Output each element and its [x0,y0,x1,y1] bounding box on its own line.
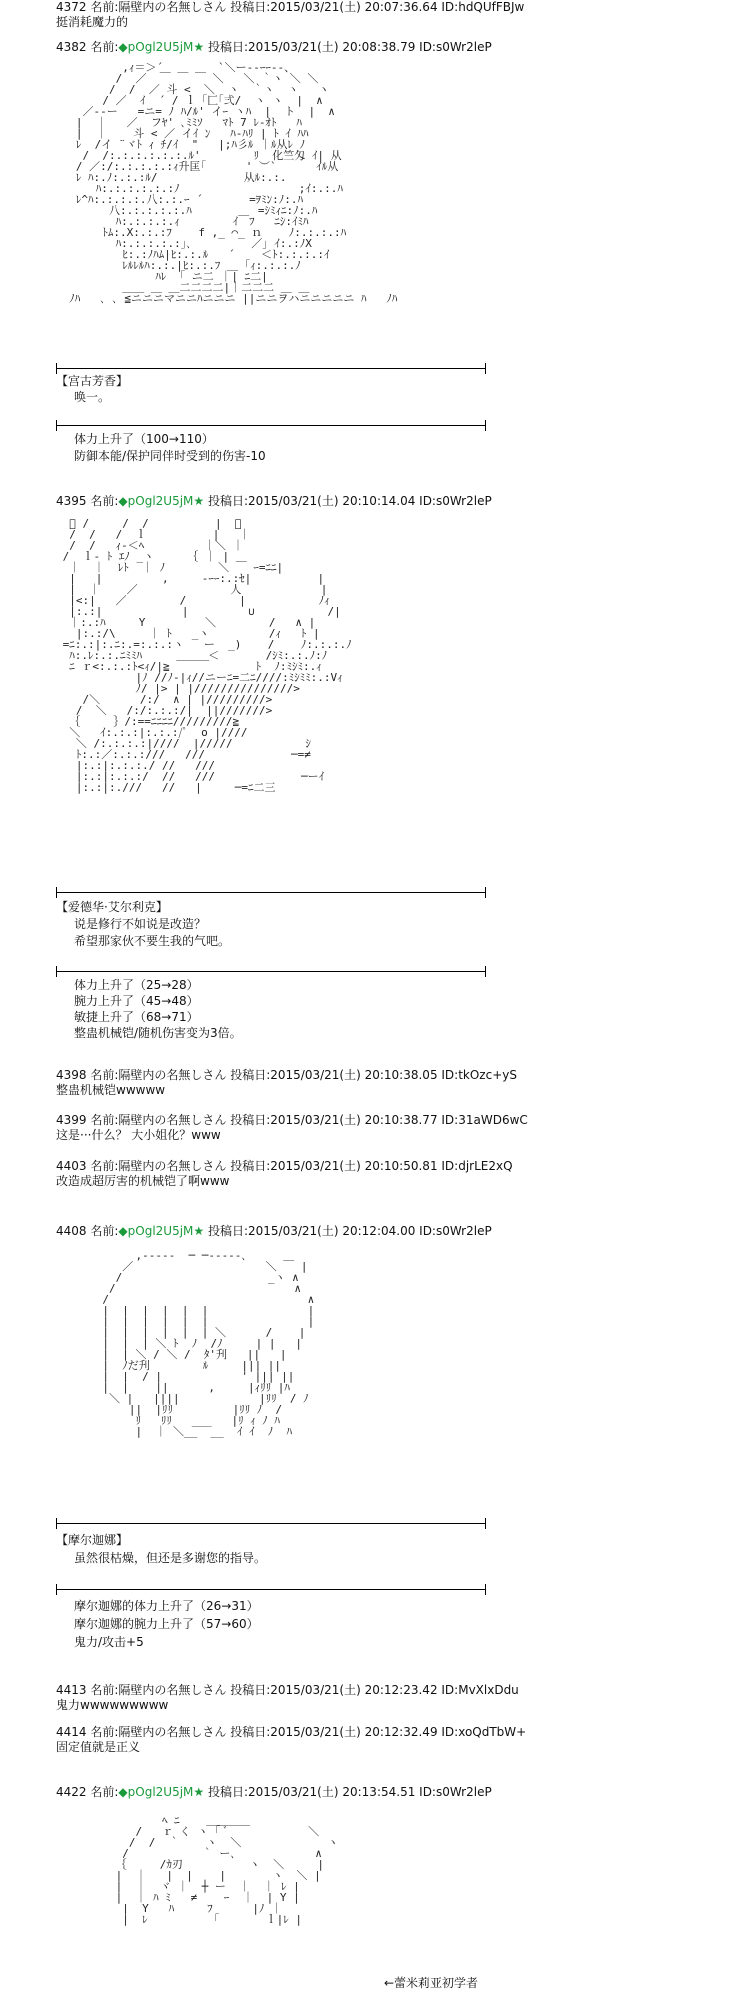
post-meta: 投稿日:2015/03/21(土) 20:10:14.04 ID:s0Wr2leP [204,494,492,508]
post-4422 [56,1785,492,1800]
post-text: 整蛊机械铠wwwww [56,1083,166,1097]
post-header: 4413 名前:隔壁内の名無しさん 投稿日:2015/03/21(土) 20:12:23.42 ID:MvXlxDdu [56,1683,519,1697]
speaker-name: 【摩尔迦娜】 [56,1533,129,1547]
post-number: 4395 名前: [56,494,119,508]
post-header: 4372 名前:隔壁内の名無しさん 投稿日:2015/03/21(土) 20:07:36.64 ID:hdQUfFBJw [56,0,525,14]
post-meta: 投稿日:2015/03/21(土) 20:13:54.51 ID:s0Wr2leP [204,1785,492,1799]
stat-line: 体力上升了（100→110） [74,432,214,446]
post-header [56,1785,492,1800]
post-text: 挺消耗魔力的 [56,15,129,29]
post-4399 [56,1113,528,1143]
ascii-art-edward: ﾞ / / / | ＼ / / / ｌ | ｜ / / ｨ-＜ﾍ ｜＼ ｜ / ｌ- ﾄ ｴﾉ _ヽ ｛ ｜ | ｜ ｜ ﾚﾄ ｜ ﾉ ＼ ￣ ｰ=ﾆﾆ| | | , -ｰｰ:.:ｾ| | | ｜ ／ 人 | |<:| ／ / | ﾉｨ |:.:| | ∪ /| ｜:.:ﾊ Y ＼ / ∧ | |:.:/\ ｜ ﾄ _ヽ /ｨ ﾄ | =ﾆ:.:|:.ﾆ:.=:.:.:ヽ ー _) / ﾉ:.:.:.ﾉ ﾊ:.ﾚ:.:.ﾆﾐﾐﾊ ＜ /ｼﾐ:.:.ﾉ:ﾉ ﾆ ｒ<:.:.:ﾄ<ｨ/|≧ ￣￣￣ ﾄ ﾉ:ﾐｼﾐ:.ｨ |ﾉ //ﾉ-|ｨ//ニーﾆ=二ﾆ////:ﾐｼﾐﾐ:.:Vｨ ﾉ/ |> | |///////////////> /＼ /:/ ∧ | |/////////> / ＼ /:/:.:.:/| ||///////> ｛ ｝/:==ﾆﾆﾆﾆ/////////≧ ＼ ｲ:.:.:|:.:.:/ﾟ o |//// ＼ /:.:.:.:|//// |///// ｼ ﾄ:.:／:.:.:/// /// ─=≠ |:.:|:.:.:./ // /// |:.:|:.:.:/ // /// ─ーｲ |:.:|:./// // | ─=ﾆ二三 [62,518,352,794]
author-trip[interactable]: ◆pOgl2U5jM★ [118,40,205,54]
post-header: 4414 名前:隔壁内の名無しさん 投稿日:2015/03/21(土) 20:12:32.49 ID:xoQdTbW+ [56,1725,527,1739]
post-text: 鬼力wwwwwwwww [56,1698,169,1712]
stat-line: 腕力上升了（45→48） [74,994,199,1008]
post-4413 [56,1683,519,1713]
dialogue-line: 说是修行不如说是改造？ [74,917,207,931]
stat-line: 摩尔迦娜的腕力上升了（57→60） [74,1617,259,1631]
divider [56,368,486,369]
post-4395 [56,494,492,509]
post-4372 [56,0,524,30]
post-text: 改造成超厉害的机械铠了啊www [56,1174,230,1188]
divider [56,425,486,426]
post-header [56,1224,492,1239]
dialogue-line: 虽然很枯燥，但还是多谢您的指导。 [74,1551,267,1565]
author-trip[interactable]: ◆pOgl2U5jM★ [118,1224,205,1238]
stat-line: 鬼力/攻击+5 [74,1635,144,1649]
divider [56,892,486,893]
stat-line: 整蛊机械铠/随机伤害变为3倍。 [74,1026,242,1040]
post-header [56,494,492,509]
pointer-label: ←蕾米莉亚初学者 [384,1976,479,1990]
post-header: 4403 名前:隔壁内の名無しさん 投稿日:2015/03/21(土) 20:10:50.81 ID:djrLE2xQ [56,1159,513,1173]
post-meta: 投稿日:2015/03/21(土) 20:08:38.79 ID:s0Wr2leP [204,40,492,54]
divider [56,1523,486,1524]
post-number: 4382 名前: [56,40,119,54]
post-4408 [56,1224,492,1239]
author-trip[interactable]: ◆pOgl2U5jM★ [118,494,205,508]
post-meta: 投稿日:2015/03/21(土) 20:12:04.00 ID:s0Wr2leP [204,1224,492,1238]
speaker-name: 【宫古芳香】 [56,374,129,388]
divider [56,971,486,972]
dialogue-line: 唤一。 [74,390,111,404]
post-header: 4398 名前:隔壁内の名無しさん 投稿日:2015/03/21(土) 20:10:38.05 ID:tkOzc+yS [56,1068,517,1082]
divider [56,1589,486,1590]
post-header: 4399 名前:隔壁内の名無しさん 投稿日:2015/03/21(土) 20:10:38.77 ID:31aWD6wC [56,1113,528,1127]
ascii-art-remilia: ﾍ ﾆ ＿＿＿＿ / ｒ く ヽ ｢ ﾞ ＼ / / ｀ ヽ ＼ ヽ / ｀ ー､ ∧ ｛ /ｶ刃 ヽ ＼ | | ｜ | | | ヽ ＼ | | ｜ ヾ ｜ ┼ ー ｜ ｜ ﾚ | | ｜ ﾊ ﾐ ≠ ｰ ｜ | Y | | Y ﾊ ﾌ |ﾉ ｜ | ﾚ ｢ ｌ|ﾚ | [115,1815,339,1926]
post-4414 [56,1725,526,1755]
author-trip[interactable]: ◆pOgl2U5jM★ [118,1785,205,1799]
post-4398 [56,1068,517,1098]
dialogue-line: 希望那家伙不要生我的气吧。 [74,934,231,948]
stat-line: 敏捷上升了（68→71） [74,1010,199,1024]
speaker-name: 【爱德华·艾尔利克】 [56,900,168,914]
stat-line: 体力上升了（25→28） [74,978,199,992]
post-text: 这是···什么？ 大小姐化？www [56,1128,221,1142]
ascii-art-morgiana: ,-‐-‐‐ ─ ─-‐‐‐-､ ／ ＼ ￣ | / _ヽ ∧ / ∧ / ∧ | | | | | | | | | | | | | | | | | | | | ＼ / | | | | ＼ ﾄ ﾉ /ﾉ | | | | | ＼ / ＼ / ﾀ'刋 || | | ﾉだ刋 ﾙ ||| || | | / | ' ||| || | | || , |ｨﾘﾘ |ﾊ ＼ | |||| |ﾘﾘ / ﾉ || |ﾘﾘ |ﾘﾘ ﾉ / ﾘ ﾘﾘ ___ |ﾘ ｨ ﾉ ﾊ | ｜ ＼__ __ ｲ ｲ ﾉ ﾊ [102,1250,315,1438]
stat-line: 防御本能/保护同伴时受到的伤害-10 [74,449,266,463]
post-number: 4422 名前: [56,1785,119,1799]
post-4382 [56,40,492,55]
post-text: 固定值就是正义 [56,1740,141,1754]
stat-line: 摩尔迦娜的体力上升了（26→31） [74,1599,259,1613]
ascii-art-yoshika: ,ｨ＝＞´￣￣￣￣￣`＼ー--ｰｰ--、 / ／ ￣ ￣ ￣ ＼ ＼ ｀ヽ ＼ ＼ / / ／ 斗 < ＼ ヽ ｀ヽ ヽ ヽ / ／ ｲ ´ / ｌ「匚｢弍/ ヽ ヽ | ∧ ／--ー =ニ= ﾉ ﾊ/ﾙ' イｰ ヽﾊ | ト | ∧ | ｜ ／ フﾔ' ､ﾐﾐｿ ﾏﾄ 7 ﾚ-ｵﾄ ﾊ | ｜ 斗 < ／ イｲ ﾝ ﾊ-ﾊﾘ | ﾄ ｲ ﾊﾊ ﾚ /イ ¨ヾﾄ ｨ ﾁ/ｲ " |;ﾊ彡ﾙ ｜ﾙ从ﾚ ﾉ / /:.:.:.:.:.:.ﾙ' ﾘ 化竺匁 ｲ| 从 / ／:/:.:.:.:.:ｨ升匡｢ ' ︶` ｲﾙ从 ﾚ ﾊ:.ﾉ:.:.:ﾙ/ 从ﾙ:.:. ﾊ:.:.:.:.:.:ﾉ ;ｲ:.:.ﾊ ﾚ^ﾊ:.:.:.:.八:.:.ｰ ´ =ｦﾐﾝ:ﾉ:.ﾊ 八:.:.:.:.:.ﾊ =ｼﾐｨﾆ:ﾉ:.ﾊ ﾊ:.:.:.:.ｨ ｲ￣ﾌ ﾆｼ:ｲﾐﾊ ﾄﾑ:.X:.:.:ﾌ f ,_ ⌒_ ｎ ﾉ:.:.:.:ﾊ ﾊ:.:.:.:.:｣､ ／｣ ｲ:.:ﾉX ﾋ:.:ﾉﾊﾑ|ﾋ:.:.ﾙ ´ ＜ﾄ:.:.:.:ｲ ﾚﾙﾚﾙﾊ:.:.|ﾋ:.:.ﾌ ＿ ｢ｨ:.:.:.ﾉ ﾊﾚ ｢ ニ二 ｜| ﾆ二| ＿＿ ＿ ＿二二二二|｜二二二 ＿ ＿ ﾉﾊ ､ ､ ≦ニニニマニニﾊニニニ ||ニニヲハニニニニニ ﾊ ﾉﾊ [69,62,398,305]
post-4403 [56,1159,513,1189]
post-number: 4408 名前: [56,1224,119,1238]
post-header [56,40,492,55]
